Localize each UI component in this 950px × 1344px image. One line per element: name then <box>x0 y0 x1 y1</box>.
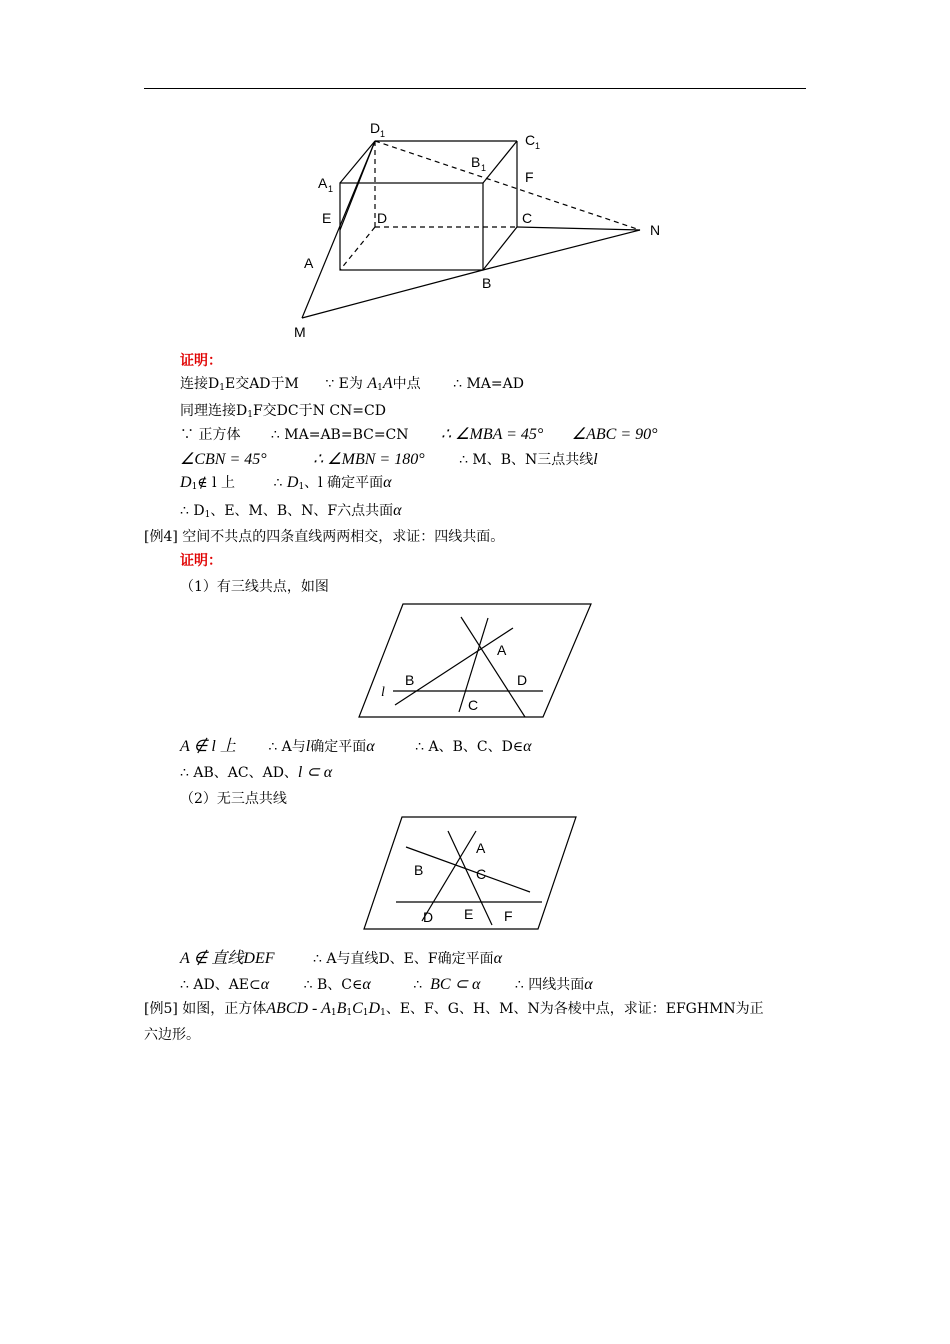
f2-label-C: C <box>468 697 479 713</box>
label-M: M <box>294 324 306 340</box>
label-A1-sub: 1 <box>328 184 334 194</box>
label-D1: D <box>370 120 381 136</box>
f3-label-A: A <box>476 840 486 856</box>
label-C1: C <box>525 132 536 148</box>
proof1-line3: ∵ 正方体 ∴ MA=AB=BC=CN ∴ ∠MBA = 45° ∠ABC = 90° <box>180 426 658 443</box>
figure-three-lines <box>355 600 595 722</box>
label-C: C <box>522 210 533 226</box>
f2-label-D: D <box>517 672 528 688</box>
label-F: F <box>525 169 534 185</box>
header-rule <box>144 88 806 89</box>
label-A1: A <box>318 175 328 191</box>
case1-line2: ∴ AB、AC、AD、l ⊂ α <box>180 764 333 781</box>
label-N: N <box>650 222 661 238</box>
label-B1-sub: 1 <box>481 163 487 173</box>
f2-label-A: A <box>497 642 507 658</box>
figure-cube <box>280 110 680 345</box>
proof-label-2: 证明： <box>180 553 222 569</box>
proof1-line6: ∴ $D_1$、E、M、B、N、F六点共面α <box>180 502 402 520</box>
label-A: A <box>304 255 314 271</box>
example5-line1: [例5] 如图，正方体ABCD - $A_1B_1C_1D_1$、E、F、G、H、M、N为各棱中点，求证：EFGHMN为正 <box>144 1000 764 1018</box>
case1-heading: （1）有三线共点，如图 <box>180 579 329 595</box>
case2-line1: A ∉ 直线DEF ∴ A与直线D、E、F确定平面α <box>180 950 503 967</box>
f3-label-E: E <box>464 906 474 922</box>
case2-line2: ∴ AD、AE⊂α ∴ B、C∈α ∴ BC ⊂ α ∴ 四线共面α <box>180 976 593 993</box>
case1-line1: A ∉ l 上 ∴ A与l确定平面α ∴ A、B、C、D∈α <box>180 738 532 755</box>
example5-line2: 六边形。 <box>144 1027 200 1043</box>
proof1-line1: 连接$D_1E$交AD于M ∵ E为 $A_1A$中点 ∴ MA=AD <box>180 375 524 393</box>
label-C1-sub: 1 <box>535 141 541 151</box>
f2-label-B: B <box>405 672 415 688</box>
proof1-line5: $D_1\notin$ l 上 ∴ $D_1$、l 确定平面α <box>180 474 392 492</box>
proof1-line2: 同理连接$D_1F$交DC于N CN=CD <box>180 403 386 420</box>
f2-label-l: l <box>381 685 385 700</box>
label-B1: B <box>471 154 481 170</box>
example4-title: [例4] 空间不共点的四条直线两两相交，求证：四线共面。 <box>144 529 505 545</box>
label-D1-sub: 1 <box>380 129 386 139</box>
label-D: D <box>377 210 388 226</box>
proof-label-1: 证明： <box>180 353 222 369</box>
label-E: E <box>322 210 332 226</box>
f3-label-C: C <box>476 866 487 882</box>
proof1-line4: ∠CBN = 45° ∴ ∠MBN = 180° ∴ M、B、N三点共线l <box>180 451 598 468</box>
f3-label-B: B <box>414 862 424 878</box>
case2-heading: （2）无三点共线 <box>180 791 287 807</box>
figure-no-three-collinear <box>360 813 580 933</box>
f3-label-D: D <box>423 909 434 925</box>
f3-label-F: F <box>504 908 513 924</box>
label-B: B <box>482 275 492 291</box>
